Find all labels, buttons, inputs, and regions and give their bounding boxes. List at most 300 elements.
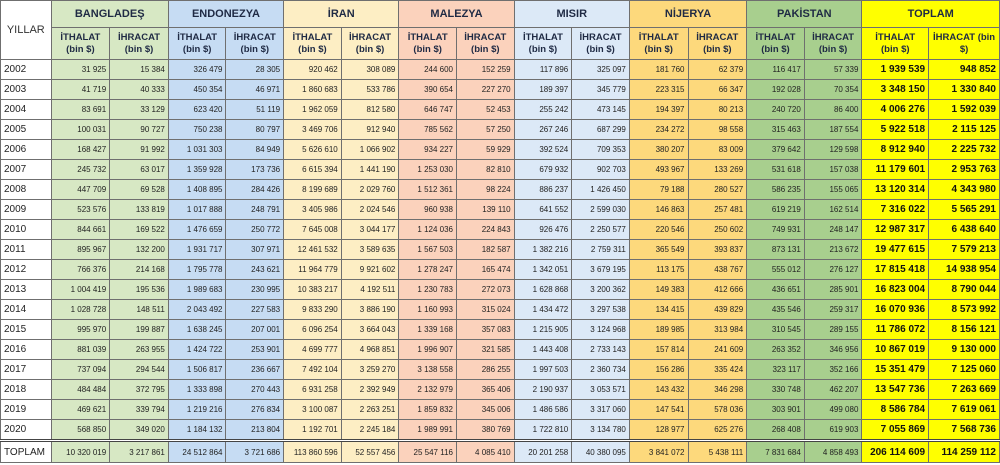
value-cell: 259 317 bbox=[804, 300, 862, 320]
year-cell: 2009 bbox=[1, 200, 52, 220]
table-row bbox=[1, 200, 1000, 220]
total-value-cell: 8 156 121 bbox=[929, 320, 1000, 340]
total-value-cell: 17 815 418 bbox=[862, 260, 929, 280]
value-cell: 323 117 bbox=[747, 360, 805, 380]
value-cell: 687 299 bbox=[572, 120, 630, 140]
value-cell: 310 545 bbox=[747, 320, 805, 340]
year-cell: 2004 bbox=[1, 100, 52, 120]
value-cell: 412 666 bbox=[688, 280, 747, 300]
total-value-cell: 4 006 276 bbox=[862, 100, 929, 120]
value-cell: 995 970 bbox=[51, 320, 110, 340]
value-cell: 1 184 132 bbox=[168, 420, 226, 441]
value-cell: 2 250 577 bbox=[572, 220, 630, 240]
year-cell: 2012 bbox=[1, 260, 52, 280]
value-cell: 157 814 bbox=[629, 340, 688, 360]
value-cell: 3 469 706 bbox=[284, 120, 342, 140]
value-cell: 227 270 bbox=[456, 80, 514, 100]
value-cell: 3 217 861 bbox=[110, 441, 169, 463]
total-value-cell: 8 573 992 bbox=[929, 300, 1000, 320]
value-cell: 41 719 bbox=[51, 80, 110, 100]
value-cell: 194 397 bbox=[629, 100, 688, 120]
value-cell: 555 012 bbox=[747, 260, 805, 280]
value-cell: 223 315 bbox=[629, 80, 688, 100]
value-cell: 469 621 bbox=[51, 400, 110, 420]
value-cell: 253 901 bbox=[226, 340, 284, 360]
value-cell: 1 860 683 bbox=[284, 80, 342, 100]
value-cell: 619 219 bbox=[747, 200, 805, 220]
table-body bbox=[1, 60, 1000, 463]
table-row bbox=[1, 380, 1000, 400]
value-cell: 192 028 bbox=[747, 80, 805, 100]
value-cell: 133 269 bbox=[688, 160, 747, 180]
value-cell: 339 794 bbox=[110, 400, 169, 420]
value-cell: 1 859 832 bbox=[399, 400, 457, 420]
total-value-cell: 8 912 940 bbox=[862, 140, 929, 160]
value-cell: 749 931 bbox=[747, 220, 805, 240]
import-header: İTHALAT (bin $) bbox=[514, 28, 572, 60]
value-cell: 7 831 684 bbox=[747, 441, 805, 463]
country-header: MISIR bbox=[514, 1, 629, 28]
sub-header-row bbox=[1, 28, 1000, 60]
value-cell: 2 029 760 bbox=[341, 180, 399, 200]
table-row bbox=[1, 180, 1000, 200]
table-row bbox=[1, 80, 1000, 100]
value-cell: 3 138 558 bbox=[399, 360, 457, 380]
value-cell: 3 200 362 bbox=[572, 280, 630, 300]
value-cell: 263 352 bbox=[747, 340, 805, 360]
value-cell: 1 989 683 bbox=[168, 280, 226, 300]
value-cell: 57 339 bbox=[804, 60, 862, 80]
value-cell: 7 645 008 bbox=[284, 220, 342, 240]
value-cell: 284 426 bbox=[226, 180, 284, 200]
total-value-cell: 3 348 150 bbox=[862, 80, 929, 100]
value-cell: 91 992 bbox=[110, 140, 169, 160]
value-cell: 345 006 bbox=[456, 400, 514, 420]
country-header-row bbox=[1, 1, 1000, 28]
table-row bbox=[1, 400, 1000, 420]
value-cell: 473 145 bbox=[572, 100, 630, 120]
table-row bbox=[1, 60, 1000, 80]
import-header: İTHALAT (bin $) bbox=[747, 28, 805, 60]
value-cell: 276 834 bbox=[226, 400, 284, 420]
total-value-cell: 7 263 669 bbox=[929, 380, 1000, 400]
total-value-cell: 2 953 763 bbox=[929, 160, 1000, 180]
value-cell: 169 522 bbox=[110, 220, 169, 240]
value-cell: 51 119 bbox=[226, 100, 284, 120]
value-cell: 90 727 bbox=[110, 120, 169, 140]
value-cell: 128 977 bbox=[629, 420, 688, 441]
table-row bbox=[1, 100, 1000, 120]
value-cell: 766 376 bbox=[51, 260, 110, 280]
export-header: İHRACAT (bin $) bbox=[110, 28, 169, 60]
value-cell: 1 722 810 bbox=[514, 420, 572, 441]
value-cell: 165 474 bbox=[456, 260, 514, 280]
value-cell: 2 733 143 bbox=[572, 340, 630, 360]
year-cell: 2017 bbox=[1, 360, 52, 380]
value-cell: 139 110 bbox=[456, 200, 514, 220]
table-row bbox=[1, 140, 1000, 160]
year-cell: 2015 bbox=[1, 320, 52, 340]
table-row bbox=[1, 320, 1000, 340]
value-cell: 365 406 bbox=[456, 380, 514, 400]
value-cell: 895 967 bbox=[51, 240, 110, 260]
value-cell: 1 408 895 bbox=[168, 180, 226, 200]
value-cell: 7 492 104 bbox=[284, 360, 342, 380]
total-value-cell: 7 579 213 bbox=[929, 240, 1000, 260]
value-cell: 3 134 780 bbox=[572, 420, 630, 441]
value-cell: 1 567 503 bbox=[399, 240, 457, 260]
value-cell: 4 858 493 bbox=[804, 441, 862, 463]
value-cell: 321 585 bbox=[456, 340, 514, 360]
value-cell: 272 073 bbox=[456, 280, 514, 300]
value-cell: 335 424 bbox=[688, 360, 747, 380]
value-cell: 533 786 bbox=[341, 80, 399, 100]
value-cell: 3 297 538 bbox=[572, 300, 630, 320]
total-import-header: İTHALAT (bin $) bbox=[862, 28, 929, 60]
value-cell: 4 192 511 bbox=[341, 280, 399, 300]
year-cell: 2016 bbox=[1, 340, 52, 360]
value-cell: 531 618 bbox=[747, 160, 805, 180]
value-cell: 182 587 bbox=[456, 240, 514, 260]
value-cell: 484 484 bbox=[51, 380, 110, 400]
value-cell: 3 679 195 bbox=[572, 260, 630, 280]
value-cell: 173 736 bbox=[226, 160, 284, 180]
value-cell: 243 621 bbox=[226, 260, 284, 280]
import-header: İTHALAT (bin $) bbox=[168, 28, 226, 60]
value-cell: 187 554 bbox=[804, 120, 862, 140]
value-cell: 1 443 408 bbox=[514, 340, 572, 360]
value-cell: 1 424 722 bbox=[168, 340, 226, 360]
total-value-cell: 19 477 615 bbox=[862, 240, 929, 260]
table-row bbox=[1, 360, 1000, 380]
value-cell: 227 583 bbox=[226, 300, 284, 320]
value-cell: 2 599 030 bbox=[572, 200, 630, 220]
value-cell: 313 984 bbox=[688, 320, 747, 340]
value-cell: 737 094 bbox=[51, 360, 110, 380]
year-cell: 2020 bbox=[1, 420, 52, 441]
value-cell: 10 320 019 bbox=[51, 441, 110, 463]
value-cell: 380 769 bbox=[456, 420, 514, 441]
value-cell: 1 215 905 bbox=[514, 320, 572, 340]
total-export-header: İHRACAT (bin $) bbox=[929, 28, 1000, 60]
total-value-cell: 1 330 840 bbox=[929, 80, 1000, 100]
value-cell: 207 001 bbox=[226, 320, 284, 340]
value-cell: 1 962 059 bbox=[284, 100, 342, 120]
value-cell: 149 383 bbox=[629, 280, 688, 300]
value-cell: 285 901 bbox=[804, 280, 862, 300]
value-cell: 116 417 bbox=[747, 60, 805, 80]
value-cell: 189 985 bbox=[629, 320, 688, 340]
value-cell: 276 127 bbox=[804, 260, 862, 280]
year-cell: 2007 bbox=[1, 160, 52, 180]
year-cell: 2006 bbox=[1, 140, 52, 160]
value-cell: 155 065 bbox=[804, 180, 862, 200]
value-cell: 1 339 168 bbox=[399, 320, 457, 340]
value-cell: 263 955 bbox=[110, 340, 169, 360]
value-cell: 168 427 bbox=[51, 140, 110, 160]
value-cell: 12 461 532 bbox=[284, 240, 342, 260]
value-cell: 162 514 bbox=[804, 200, 862, 220]
value-cell: 346 298 bbox=[688, 380, 747, 400]
value-cell: 1 795 778 bbox=[168, 260, 226, 280]
value-cell: 873 131 bbox=[747, 240, 805, 260]
total-value-cell: 6 438 640 bbox=[929, 220, 1000, 240]
value-cell: 3 721 686 bbox=[226, 441, 284, 463]
value-cell: 1 066 902 bbox=[341, 140, 399, 160]
country-header: ENDONEZYA bbox=[168, 1, 283, 28]
table-row bbox=[1, 300, 1000, 320]
value-cell: 625 276 bbox=[688, 420, 747, 441]
table-row bbox=[1, 280, 1000, 300]
value-cell: 450 354 bbox=[168, 80, 226, 100]
value-cell: 40 333 bbox=[110, 80, 169, 100]
year-cell: 2008 bbox=[1, 180, 52, 200]
value-cell: 152 259 bbox=[456, 60, 514, 80]
value-cell: 1 342 051 bbox=[514, 260, 572, 280]
total-header: TOPLAM bbox=[862, 1, 1000, 28]
value-cell: 785 562 bbox=[399, 120, 457, 140]
country-header: İRAN bbox=[284, 1, 399, 28]
total-value-cell: 14 938 954 bbox=[929, 260, 1000, 280]
table-row bbox=[1, 120, 1000, 140]
total-value-cell: 2 225 732 bbox=[929, 140, 1000, 160]
value-cell: 1 476 659 bbox=[168, 220, 226, 240]
table-row bbox=[1, 340, 1000, 360]
value-cell: 2 392 949 bbox=[341, 380, 399, 400]
total-value-cell: 11 179 601 bbox=[862, 160, 929, 180]
value-cell: 3 886 190 bbox=[341, 300, 399, 320]
value-cell: 195 536 bbox=[110, 280, 169, 300]
value-cell: 1 160 993 bbox=[399, 300, 457, 320]
value-cell: 157 038 bbox=[804, 160, 862, 180]
value-cell: 244 600 bbox=[399, 60, 457, 80]
value-cell: 236 667 bbox=[226, 360, 284, 380]
year-cell: 2010 bbox=[1, 220, 52, 240]
export-header: İHRACAT (bin $) bbox=[226, 28, 284, 60]
value-cell: 960 938 bbox=[399, 200, 457, 220]
years-header: YILLAR bbox=[1, 1, 52, 60]
value-cell: 709 353 bbox=[572, 140, 630, 160]
value-cell: 1 382 216 bbox=[514, 240, 572, 260]
value-cell: 2 132 979 bbox=[399, 380, 457, 400]
total-value-cell: 5 922 518 bbox=[862, 120, 929, 140]
value-cell: 393 837 bbox=[688, 240, 747, 260]
value-cell: 63 017 bbox=[110, 160, 169, 180]
value-cell: 325 097 bbox=[572, 60, 630, 80]
value-cell: 20 201 258 bbox=[514, 441, 572, 463]
value-cell: 3 317 060 bbox=[572, 400, 630, 420]
country-header: BANGLADEŞ bbox=[51, 1, 168, 28]
value-cell: 3 589 635 bbox=[341, 240, 399, 260]
value-cell: 270 443 bbox=[226, 380, 284, 400]
value-cell: 80 213 bbox=[688, 100, 747, 120]
value-cell: 3 100 087 bbox=[284, 400, 342, 420]
value-cell: 578 036 bbox=[688, 400, 747, 420]
value-cell: 1 512 361 bbox=[399, 180, 457, 200]
value-cell: 568 850 bbox=[51, 420, 110, 441]
year-cell: 2005 bbox=[1, 120, 52, 140]
total-value-cell: 16 070 936 bbox=[862, 300, 929, 320]
value-cell: 234 272 bbox=[629, 120, 688, 140]
value-cell: 436 651 bbox=[747, 280, 805, 300]
value-cell: 220 546 bbox=[629, 220, 688, 240]
value-cell: 224 843 bbox=[456, 220, 514, 240]
value-cell: 435 546 bbox=[747, 300, 805, 320]
value-cell: 2 245 184 bbox=[341, 420, 399, 441]
value-cell: 3 405 986 bbox=[284, 200, 342, 220]
country-header: MALEZYA bbox=[399, 1, 514, 28]
import-header: İTHALAT (bin $) bbox=[51, 28, 110, 60]
value-cell: 2 024 546 bbox=[341, 200, 399, 220]
value-cell: 646 747 bbox=[399, 100, 457, 120]
value-cell: 79 188 bbox=[629, 180, 688, 200]
year-cell: 2014 bbox=[1, 300, 52, 320]
value-cell: 69 528 bbox=[110, 180, 169, 200]
value-cell: 6 931 258 bbox=[284, 380, 342, 400]
value-cell: 83 691 bbox=[51, 100, 110, 120]
country-header: NİJERYA bbox=[629, 1, 746, 28]
value-cell: 3 259 270 bbox=[341, 360, 399, 380]
value-cell: 346 956 bbox=[804, 340, 862, 360]
value-cell: 586 235 bbox=[747, 180, 805, 200]
total-value-cell: 8 790 044 bbox=[929, 280, 1000, 300]
value-cell: 1 434 472 bbox=[514, 300, 572, 320]
total-row bbox=[1, 441, 1000, 463]
table-row bbox=[1, 420, 1000, 441]
value-cell: 117 896 bbox=[514, 60, 572, 80]
value-cell: 98 224 bbox=[456, 180, 514, 200]
value-cell: 245 732 bbox=[51, 160, 110, 180]
value-cell: 100 031 bbox=[51, 120, 110, 140]
value-cell: 250 602 bbox=[688, 220, 747, 240]
value-cell: 2 759 311 bbox=[572, 240, 630, 260]
total-value-cell: 7 316 022 bbox=[862, 200, 929, 220]
total-value-cell: 16 823 004 bbox=[862, 280, 929, 300]
total-value-cell: 2 115 125 bbox=[929, 120, 1000, 140]
value-cell: 345 779 bbox=[572, 80, 630, 100]
value-cell: 392 524 bbox=[514, 140, 572, 160]
value-cell: 8 199 689 bbox=[284, 180, 342, 200]
total-value-cell: 948 852 bbox=[929, 60, 1000, 80]
value-cell: 213 672 bbox=[804, 240, 862, 260]
total-value-cell: 7 619 061 bbox=[929, 400, 1000, 420]
value-cell: 330 748 bbox=[747, 380, 805, 400]
value-cell: 146 863 bbox=[629, 200, 688, 220]
value-cell: 31 925 bbox=[51, 60, 110, 80]
value-cell: 80 797 bbox=[226, 120, 284, 140]
value-cell: 2 190 937 bbox=[514, 380, 572, 400]
value-cell: 199 887 bbox=[110, 320, 169, 340]
total-value-cell: 7 055 869 bbox=[862, 420, 929, 441]
country-header: PAKİSTAN bbox=[747, 1, 862, 28]
value-cell: 2 263 251 bbox=[341, 400, 399, 420]
value-cell: 1 638 245 bbox=[168, 320, 226, 340]
total-value-cell: 12 987 317 bbox=[862, 220, 929, 240]
value-cell: 134 415 bbox=[629, 300, 688, 320]
value-cell: 147 541 bbox=[629, 400, 688, 420]
value-cell: 372 795 bbox=[110, 380, 169, 400]
value-cell: 4 699 777 bbox=[284, 340, 342, 360]
value-cell: 189 397 bbox=[514, 80, 572, 100]
value-cell: 1 333 898 bbox=[168, 380, 226, 400]
value-cell: 1 426 450 bbox=[572, 180, 630, 200]
value-cell: 1 219 216 bbox=[168, 400, 226, 420]
value-cell: 84 949 bbox=[226, 140, 284, 160]
total-value-cell: 13 120 314 bbox=[862, 180, 929, 200]
year-cell: 2013 bbox=[1, 280, 52, 300]
import-header: İTHALAT (bin $) bbox=[629, 28, 688, 60]
value-cell: 886 237 bbox=[514, 180, 572, 200]
total-value-cell: 1 939 539 bbox=[862, 60, 929, 80]
value-cell: 1 124 036 bbox=[399, 220, 457, 240]
value-cell: 52 453 bbox=[456, 100, 514, 120]
value-cell: 326 479 bbox=[168, 60, 226, 80]
value-cell: 844 661 bbox=[51, 220, 110, 240]
total-value-cell: 7 568 736 bbox=[929, 420, 1000, 441]
value-cell: 1 996 907 bbox=[399, 340, 457, 360]
total-value-cell: 10 867 019 bbox=[862, 340, 929, 360]
value-cell: 66 347 bbox=[688, 80, 747, 100]
value-cell: 5 438 111 bbox=[688, 441, 747, 463]
value-cell: 241 609 bbox=[688, 340, 747, 360]
value-cell: 24 512 864 bbox=[168, 441, 226, 463]
value-cell: 315 463 bbox=[747, 120, 805, 140]
value-cell: 230 995 bbox=[226, 280, 284, 300]
value-cell: 934 227 bbox=[399, 140, 457, 160]
value-cell: 1 506 817 bbox=[168, 360, 226, 380]
value-cell: 912 940 bbox=[341, 120, 399, 140]
value-cell: 2 043 492 bbox=[168, 300, 226, 320]
value-cell: 248 147 bbox=[804, 220, 862, 240]
total-value-cell: 206 114 609 bbox=[862, 441, 929, 463]
table-row bbox=[1, 160, 1000, 180]
year-cell: 2019 bbox=[1, 400, 52, 420]
value-cell: 438 767 bbox=[688, 260, 747, 280]
value-cell: 214 168 bbox=[110, 260, 169, 280]
value-cell: 289 155 bbox=[804, 320, 862, 340]
value-cell: 113 175 bbox=[629, 260, 688, 280]
value-cell: 82 810 bbox=[456, 160, 514, 180]
total-value-cell: 1 592 039 bbox=[929, 100, 1000, 120]
total-value-cell: 9 130 000 bbox=[929, 340, 1000, 360]
value-cell: 920 462 bbox=[284, 60, 342, 80]
value-cell: 156 286 bbox=[629, 360, 688, 380]
total-value-cell: 7 125 060 bbox=[929, 360, 1000, 380]
year-cell: 2011 bbox=[1, 240, 52, 260]
value-cell: 268 408 bbox=[747, 420, 805, 441]
value-cell: 4 968 851 bbox=[341, 340, 399, 360]
value-cell: 750 238 bbox=[168, 120, 226, 140]
export-header: İHRACAT (bin $) bbox=[341, 28, 399, 60]
value-cell: 6 096 254 bbox=[284, 320, 342, 340]
value-cell: 1 931 717 bbox=[168, 240, 226, 260]
value-cell: 1 017 888 bbox=[168, 200, 226, 220]
value-cell: 83 009 bbox=[688, 140, 747, 160]
value-cell: 881 039 bbox=[51, 340, 110, 360]
total-value-cell: 13 547 736 bbox=[862, 380, 929, 400]
total-value-cell: 11 786 072 bbox=[862, 320, 929, 340]
value-cell: 133 819 bbox=[110, 200, 169, 220]
import-header: İTHALAT (bin $) bbox=[399, 28, 457, 60]
value-cell: 902 703 bbox=[572, 160, 630, 180]
value-cell: 255 242 bbox=[514, 100, 572, 120]
value-cell: 240 720 bbox=[747, 100, 805, 120]
value-cell: 1 441 190 bbox=[341, 160, 399, 180]
value-cell: 623 420 bbox=[168, 100, 226, 120]
value-cell: 1 486 586 bbox=[514, 400, 572, 420]
value-cell: 315 024 bbox=[456, 300, 514, 320]
value-cell: 52 557 456 bbox=[341, 441, 399, 463]
